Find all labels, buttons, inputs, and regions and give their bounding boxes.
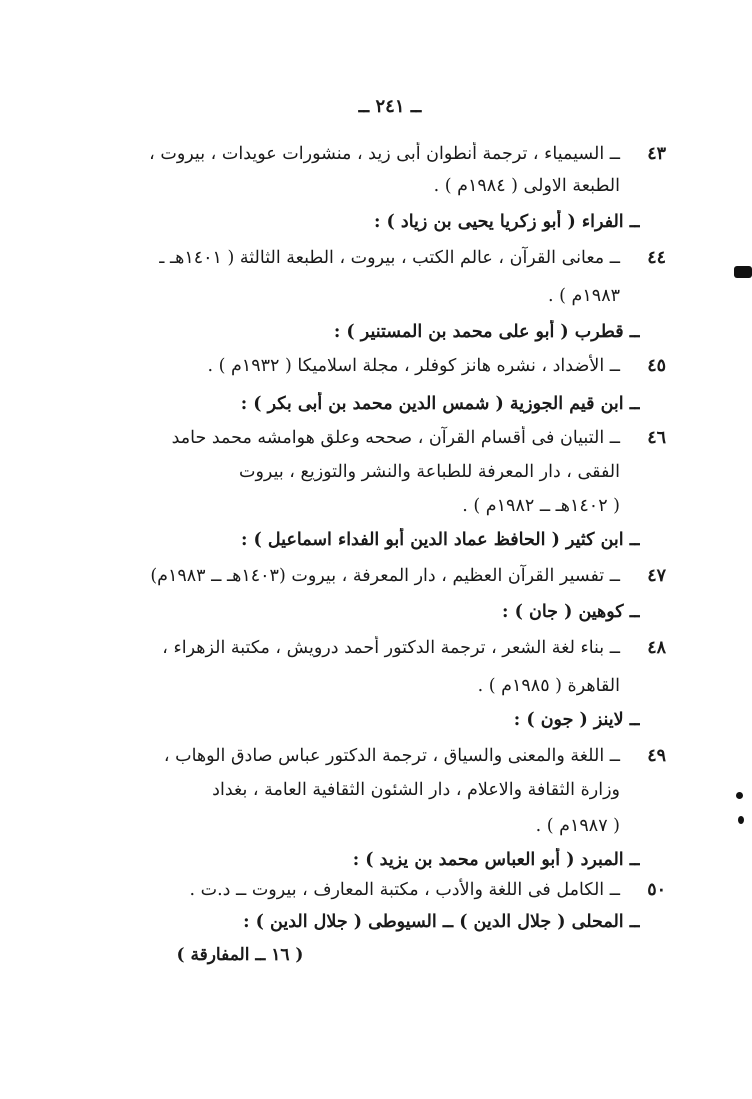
entry-text: ــ السيمياء ، ترجمة أنطوان أبى زيد ، منشورات عويدات ، بيروت ،	[149, 144, 620, 164]
entry-number: ٥٠	[647, 880, 666, 900]
author-heading-lyons: ــ لاينز ( جون ) :	[513, 710, 640, 730]
entry-44-line-2	[548, 284, 620, 308]
entry-text: وزارة الثقافة والاعلام ، دار الشئون الثقافية العامة ، بغداد	[212, 780, 620, 800]
entry-45-line-1	[207, 354, 666, 378]
author-heading-ibn-kathir: ــ ابن كثير ( الحافظ عماد الدين أبو الفداء اسماعيل ) :	[241, 530, 640, 550]
author-heading-ibn-qayyim: ــ ابن قيم الجوزية ( شمس الدين محمد بن أبى بكر ) :	[240, 394, 640, 414]
entry-text: الفقى ، دار المعرفة للطباعة والنشر والتوزيع ، بيروت	[239, 462, 620, 482]
entry-43-line-2	[434, 174, 620, 198]
scan-dot	[738, 816, 744, 824]
entry-text: ــ معانى القرآن ، عالم الكتب ، بيروت ، الطبعة الثالثة ( ١٤٠١هـ ـ	[159, 248, 620, 268]
entry-46-line-1	[172, 426, 666, 450]
entry-48-line-1	[162, 636, 666, 660]
entry-text: القاهرة ( ١٩٨٥م ) .	[477, 676, 620, 696]
entry-text: ( ١٤٠٢هـ ــ ١٩٨٢م ) .	[462, 496, 620, 516]
entry-number: ٤٥	[647, 356, 666, 376]
page-number: ــ ٢٤١ ــ	[358, 96, 422, 117]
entry-text: ــ الأضداد ، نشره هانز كوفلر ، مجلة اسلاميكا ( ١٩٣٢م ) .	[207, 356, 620, 376]
entry-number: ٤٨	[647, 638, 666, 658]
entry-text: ــ اللغة والمعنى والسياق ، ترجمة الدكتور عباس صادق الوهاب ،	[163, 746, 620, 766]
author-heading-mahalli-suyuti: ــ المحلى ( جلال الدين ) ــ السيوطى ( جلال الدين ) :	[243, 912, 640, 932]
author-heading-qutrub: ــ قطرب ( أبو على محمد بن المستنير ) :	[333, 322, 640, 342]
entry-47-line-1	[150, 564, 666, 588]
entry-text: ــ بناء لغة الشعر ، ترجمة الدكتور أحمد درويش ، مكتبة الزهراء ،	[162, 638, 620, 658]
entry-43-line-1	[149, 142, 666, 166]
entry-number: ٤٦	[647, 428, 666, 448]
entry-number: ٤٤	[647, 248, 666, 268]
entry-text: ــ تفسير القرآن العظيم ، دار المعرفة ، بيروت (١٤٠٣هـ ــ ١٩٨٣م)	[150, 566, 620, 586]
author-heading-cohen: ــ كوهين ( جان ) :	[502, 602, 640, 622]
author-heading-farra: ــ الفراء ( أبو زكريا يحيى بن زياد ) :	[374, 212, 640, 232]
entry-number: ٤٩	[647, 746, 666, 766]
entry-48-line-2	[478, 674, 620, 698]
entry-49-line-3	[536, 814, 620, 838]
entry-text: الطبعة الاولى ( ١٩٨٤م ) .	[433, 176, 620, 196]
entry-49-line-2	[212, 778, 620, 802]
author-heading-mubarrad: ــ المبرد ( أبو العباس محمد بن يزيد ) :	[352, 850, 640, 870]
entry-50-line-1	[190, 878, 667, 902]
entry-number: ٤٧	[647, 566, 666, 586]
entry-49-line-1	[164, 744, 666, 768]
scan-dot	[736, 792, 743, 799]
entry-text: ١٩٨٣م ) .	[548, 286, 620, 306]
scan-mark	[734, 266, 752, 278]
entry-number: ٤٣	[647, 144, 666, 164]
entry-text: ــ الكامل فى اللغة والأدب ، مكتبة المعارف ، بيروت ــ د.ت .	[189, 880, 620, 900]
entry-44-line-1	[159, 246, 666, 270]
entry-text: ــ التبيان فى أقسام القرآن ، صححه وعلق هوامشه محمد حامد	[171, 428, 620, 448]
entry-46-line-3	[462, 494, 620, 518]
entry-46-line-2	[239, 460, 620, 484]
entry-text: ( ١٩٨٧م ) .	[535, 816, 620, 836]
signature-footer: ( ١٦ ــ المفارقة )	[176, 945, 304, 965]
